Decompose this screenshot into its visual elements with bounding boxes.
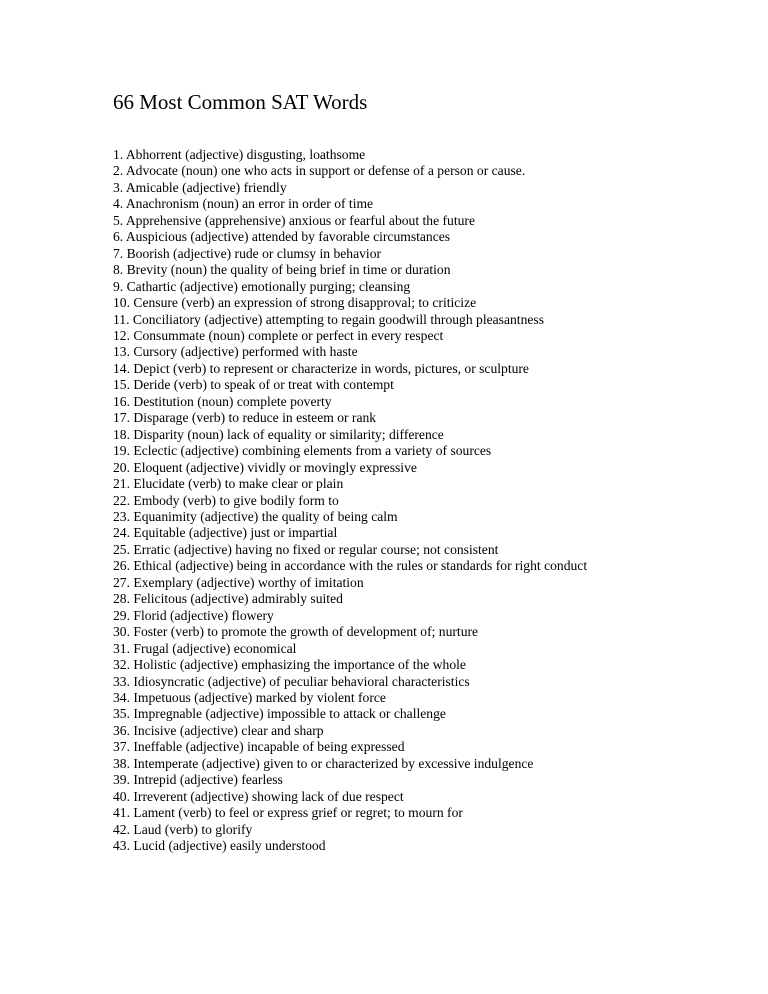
list-item: 21. Elucidate (verb) to make clear or plain bbox=[113, 476, 344, 492]
list-item: 18. Disparity (noun) lack of equality or similarity; difference bbox=[113, 426, 444, 442]
list-item: 32. Holistic (adjective) emphasizing the importance of the whole bbox=[113, 657, 466, 673]
list-item: 36. Incisive (adjective) clear and sharp bbox=[113, 722, 324, 738]
list-item: 2. Advocate (noun) one who acts in support or defense of a person or cause. bbox=[113, 163, 526, 179]
list-item: 29. Florid (adjective) flowery bbox=[113, 607, 274, 623]
list-item: 38. Intemperate (adjective) given to or characterized by excessive indulgence bbox=[113, 755, 534, 771]
page-title: 66 Most Common SAT Words bbox=[113, 90, 368, 114]
list-item: 1. Abhorrent (adjective) disgusting, loathsome bbox=[113, 147, 366, 162]
list-item: 13. Cursory (adjective) performed with haste bbox=[113, 344, 358, 360]
list-item: 26. Ethical (adjective) being in accordance with the rules or standards for right conduct bbox=[113, 558, 588, 574]
list-item: 8. Brevity (noun) the quality of being brief in time or duration bbox=[113, 262, 451, 278]
word-list bbox=[113, 147, 587, 854]
list-item: 33. Idiosyncratic (adjective) of peculiar behavioral characteristics bbox=[113, 673, 470, 689]
list-item: 3. Amicable (adjective) friendly bbox=[113, 179, 287, 195]
list-item: 12. Consummate (noun) complete or perfect in every respect bbox=[113, 327, 444, 343]
list-item: 23. Equanimity (adjective) the quality of being calm bbox=[113, 508, 398, 524]
list-item: 40. Irreverent (adjective) showing lack of due respect bbox=[113, 788, 404, 804]
list-item: 7. Boorish (adjective) rude or clumsy in behavior bbox=[113, 245, 382, 261]
list-item: 30. Foster (verb) to promote the growth of development of; nurture bbox=[113, 624, 479, 640]
list-item: 10. Censure (verb) an expression of strong disapproval; to criticize bbox=[113, 295, 477, 311]
list-item: 15. Deride (verb) to speak of or treat with contempt bbox=[113, 377, 394, 393]
list-item: 9. Cathartic (adjective) emotionally purging; cleansing bbox=[113, 278, 411, 294]
list-item: 37. Ineffable (adjective) incapable of being expressed bbox=[113, 739, 405, 755]
list-item: 31. Frugal (adjective) economical bbox=[113, 640, 297, 656]
list-item: 17. Disparage (verb) to reduce in esteem or rank bbox=[113, 410, 377, 426]
list-item: 6. Auspicious (adjective) attended by favorable circumstances bbox=[113, 229, 451, 245]
list-item: 28. Felicitous (adjective) admirably suited bbox=[113, 591, 343, 607]
list-item: 39. Intrepid (adjective) fearless bbox=[113, 772, 283, 788]
list-item: 4. Anachronism (noun) an error in order of time bbox=[113, 196, 374, 212]
list-item: 35. Impregnable (adjective) impossible to attack or challenge bbox=[113, 706, 446, 722]
list-item: 41. Lament (verb) to feel or express grief or regret; to mourn for bbox=[113, 805, 463, 821]
list-item: 42. Laud (verb) to glorify bbox=[113, 821, 253, 837]
list-item: 11. Conciliatory (adjective) attempting to regain goodwill through pleasantness bbox=[113, 311, 544, 327]
list-item: 27. Exemplary (adjective) worthy of imitation bbox=[113, 574, 364, 590]
list-item: 24. Equitable (adjective) just or impartial bbox=[113, 525, 338, 541]
list-item: 20. Eloquent (adjective) vividly or movingly expressive bbox=[113, 459, 417, 475]
list-item: 14. Depict (verb) to represent or characterize in words, pictures, or sculpture bbox=[113, 360, 529, 376]
list-item: 19. Eclectic (adjective) combining elements from a variety of sources bbox=[113, 443, 492, 459]
list-item: 43. Lucid (adjective) easily understood bbox=[113, 838, 326, 854]
list-item: 5. Apprehensive (apprehensive) anxious or fearful about the future bbox=[113, 212, 475, 228]
list-item: 34. Impetuous (adjective) marked by violent force bbox=[113, 689, 386, 705]
list-item: 16. Destitution (noun) complete poverty bbox=[113, 393, 332, 409]
list-item: 22. Embody (verb) to give bodily form to bbox=[113, 492, 339, 508]
list-item: 25. Erratic (adjective) having no fixed or regular course; not consistent bbox=[113, 541, 499, 557]
